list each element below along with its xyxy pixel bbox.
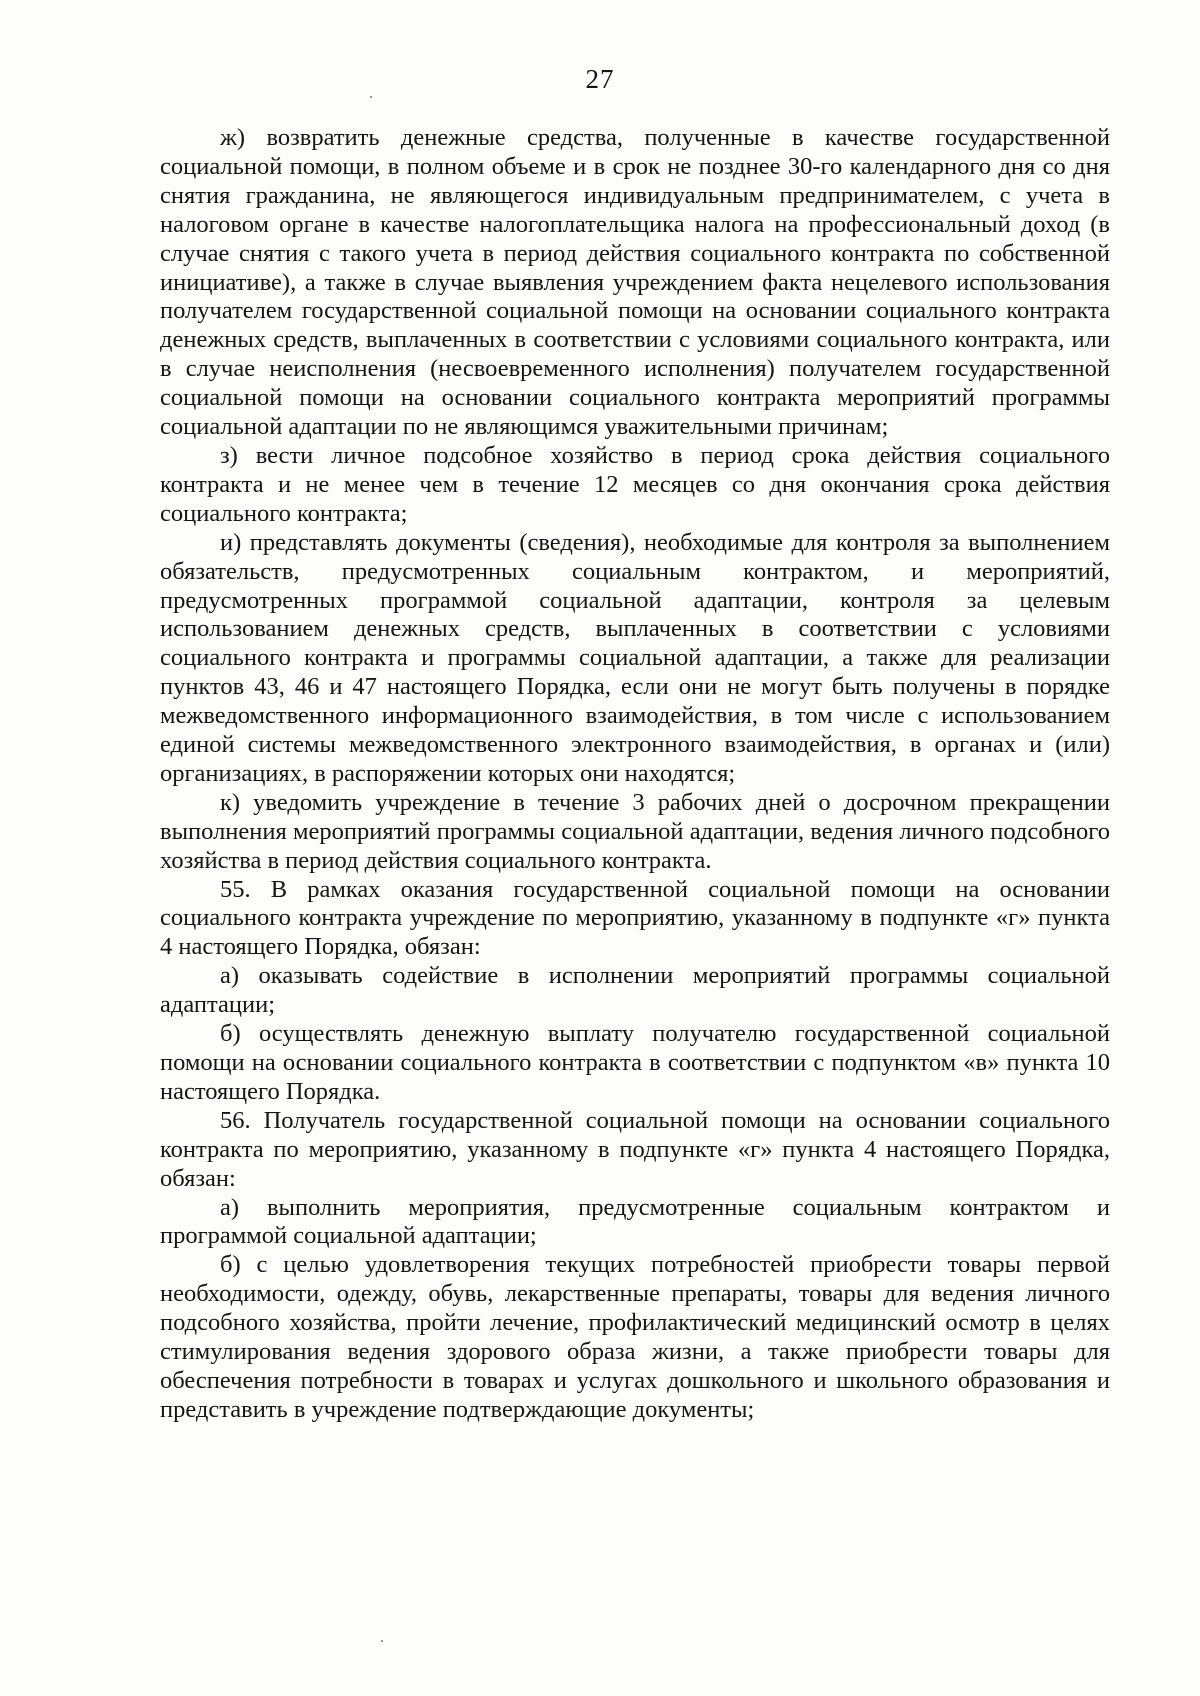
paragraph-i: и) представлять документы (сведения), необходимые для контроля за выполнением обязательств, предусмотренных социальным контрактом, и мероприятий, предусмотренных программой социальной адаптации, контроля за целевым использованием денежных средств, выплаченных в соответствии с условиями социального контракта и программы социальной адаптации, а также для реализации пунктов 43, 46 и 47 настоящего Порядка, если они не могут быть получены в порядке межведомственного информационного взаимодействия, в том числе с использованием единой системы межведомственного электронного взаимодействия, в органах и (или) организациях, в распоряжении которых они находятся; bbox=[160, 528, 1110, 787]
paragraph-56-a: а) выполнить мероприятия, предусмотренные социальным контрактом и программой социальной адаптации; bbox=[160, 1193, 1110, 1250]
paragraph-55-b: б) осуществлять денежную выплату получателю государственной социальной помощи на основании социального контракта в соответствии с подпунктом «в» пункта 10 настоящего Порядка. bbox=[160, 1020, 1110, 1105]
paragraph-zh: ж) возвратить денежные средства, полученные в качестве государственной социальной помощи, в полном объеме и в срок не позднее 30-го календарного дня со дня снятия гражданина, не являющегося индивидуальным предпринимателем, с учета в налоговом органе в качестве налогоплательщика налога на профессиональный доход (в случае снятия с такого учета в период действия социального контракта по собственной инициативе), а также в случае выявления учреждением факта нецелевого использования получателем государственной социальной помощи на основании социального контракта денежных средств, выплаченных в соответствии с условиями социального контракта, или в случае неисполнения (несвоевременного исполнения) получателем государственной социальной помощи на основании социального контракта мероприятий программы социальной адаптации по не являющимся уважительными причинам; bbox=[160, 124, 1110, 441]
scan-speck bbox=[370, 96, 372, 98]
paragraph-56-b: б) с целью удовлетворения текущих потребностей приобрести товары первой необходимости, одежду, обувь, лекарственные препараты, товары для ведения личного подсобного хозяйства, пройти лечение, профилактический медицинский осмотр в целях стимулирования ведения здорового образа жизни, а также приобрести товары для обеспечения потребности в товарах и услугах дошкольного и школьного образования и представить в учреждение подтверждающие документы; bbox=[160, 1251, 1110, 1423]
page-number: 27 bbox=[585, 64, 615, 94]
paragraph-55: 55. В рамках оказания государственной социальной помощи на основании социального контракта учреждение по мероприятию, указанному в подпункте «г» пункта 4 настоящего Порядка, обязан: bbox=[160, 875, 1110, 961]
paragraph-55-a: а) оказывать содействие в исполнении мероприятий программы социальной адаптации; bbox=[160, 962, 1110, 1019]
document-body bbox=[160, 124, 1110, 1425]
paragraph-56: 56. Получатель государственной социальной помощи на основании социального контракта по мероприятию, указанному в подпункте «г» пункта 4 настоящего Порядка, обязан: bbox=[160, 1106, 1110, 1192]
paragraph-z: з) вести личное подсобное хозяйство в период срока действия социального контракта и не менее чем в течение 12 месяцев со дня окончания срока действия социального контракта; bbox=[160, 441, 1110, 527]
paragraph-k: к) уведомить учреждение в течение 3 рабочих дней о досрочном прекращении выполнения мероприятий программы социальной адаптации, ведения личного подсобного хозяйства в период действия социального контракта. bbox=[160, 788, 1110, 874]
scan-speck bbox=[381, 1640, 383, 1642]
